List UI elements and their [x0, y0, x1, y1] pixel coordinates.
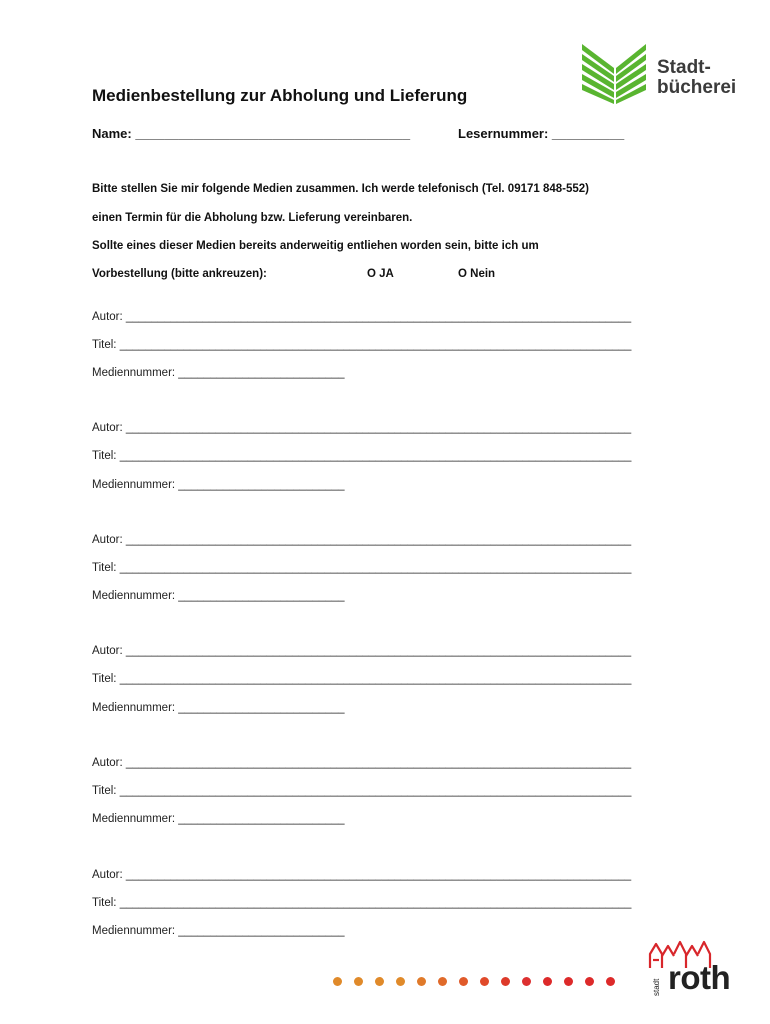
decorative-dot: [522, 977, 531, 986]
autor-field[interactable]: Autor: _______________________________________________________________________________: [92, 311, 632, 323]
autor-field[interactable]: Autor: _______________________________________________________________________________: [92, 645, 632, 657]
autor-field[interactable]: Autor: _______________________________________________________________________________: [92, 422, 632, 434]
mediennummer-field[interactable]: Mediennummer: __________________________: [92, 367, 345, 379]
decorative-dot: [459, 977, 468, 986]
option-ja-checkbox[interactable]: O JA: [367, 268, 394, 280]
decorative-dot: [354, 977, 363, 986]
stadtbuecherei-logo: [580, 38, 760, 108]
decorative-dot: [564, 977, 573, 986]
roth-wordmark: roth: [668, 959, 731, 996]
titel-field[interactable]: Titel: ________________________________________________________________________________: [92, 897, 632, 909]
autor-field[interactable]: Autor: _______________________________________________________________________________: [92, 534, 632, 546]
decorative-dot: [417, 977, 426, 986]
name-field[interactable]: Name: ______________________________________: [92, 126, 411, 141]
intro-line-3: Sollte eines dieser Medien bereits anderweitig entliehen worden sein, bitte ich um: [92, 240, 539, 252]
lesernummer-field[interactable]: Lesernummer: __________: [458, 126, 625, 141]
decorative-dot: [438, 977, 447, 986]
logo-line-buecherei: bücherei: [657, 77, 737, 98]
decorative-dot: [333, 977, 342, 986]
intro-line-2: einen Termin für die Abholung bzw. Lieferung vereinbaren.: [92, 212, 413, 224]
titel-field[interactable]: Titel: ________________________________________________________________________________: [92, 450, 632, 462]
vorbestellung-label: Vorbestellung (bitte ankreuzen):: [92, 268, 267, 280]
stadt-roth-logo: [646, 938, 746, 998]
mediennummer-field[interactable]: Mediennummer: __________________________: [92, 590, 345, 602]
titel-field[interactable]: Titel: ________________________________________________________________________________: [92, 339, 632, 351]
decorative-dot: [375, 977, 384, 986]
decorative-dot-row: [333, 974, 633, 988]
book-leaves-icon: [580, 38, 650, 106]
decorative-dot: [501, 977, 510, 986]
mediennummer-field[interactable]: Mediennummer: __________________________: [92, 702, 345, 714]
mediennummer-field[interactable]: Mediennummer: __________________________: [92, 479, 345, 491]
page-title: Medienbestellung zur Abholung und Lieferung: [92, 86, 468, 105]
roth-stadt-text: stadt: [652, 978, 661, 996]
autor-field[interactable]: Autor: _______________________________________________________________________________: [92, 869, 632, 881]
autor-field[interactable]: Autor: _______________________________________________________________________________: [92, 757, 632, 769]
mediennummer-field[interactable]: Mediennummer: __________________________: [92, 813, 345, 825]
decorative-dot: [606, 977, 615, 986]
titel-field[interactable]: Titel: ________________________________________________________________________________: [92, 673, 632, 685]
titel-field[interactable]: Titel: ________________________________________________________________________________: [92, 785, 632, 797]
logo-line-stadt: Stadt-: [657, 57, 711, 78]
decorative-dot: [543, 977, 552, 986]
option-nein-checkbox[interactable]: O Nein: [458, 268, 496, 280]
intro-line-1: Bitte stellen Sie mir folgende Medien zusammen. Ich werde telefonisch (Tel. 09171 848-552): [92, 183, 590, 195]
decorative-dot: [480, 977, 489, 986]
titel-field[interactable]: Titel: ________________________________________________________________________________: [92, 562, 632, 574]
decorative-dot: [396, 977, 405, 986]
mediennummer-field[interactable]: Mediennummer: __________________________: [92, 925, 345, 937]
decorative-dot: [585, 977, 594, 986]
